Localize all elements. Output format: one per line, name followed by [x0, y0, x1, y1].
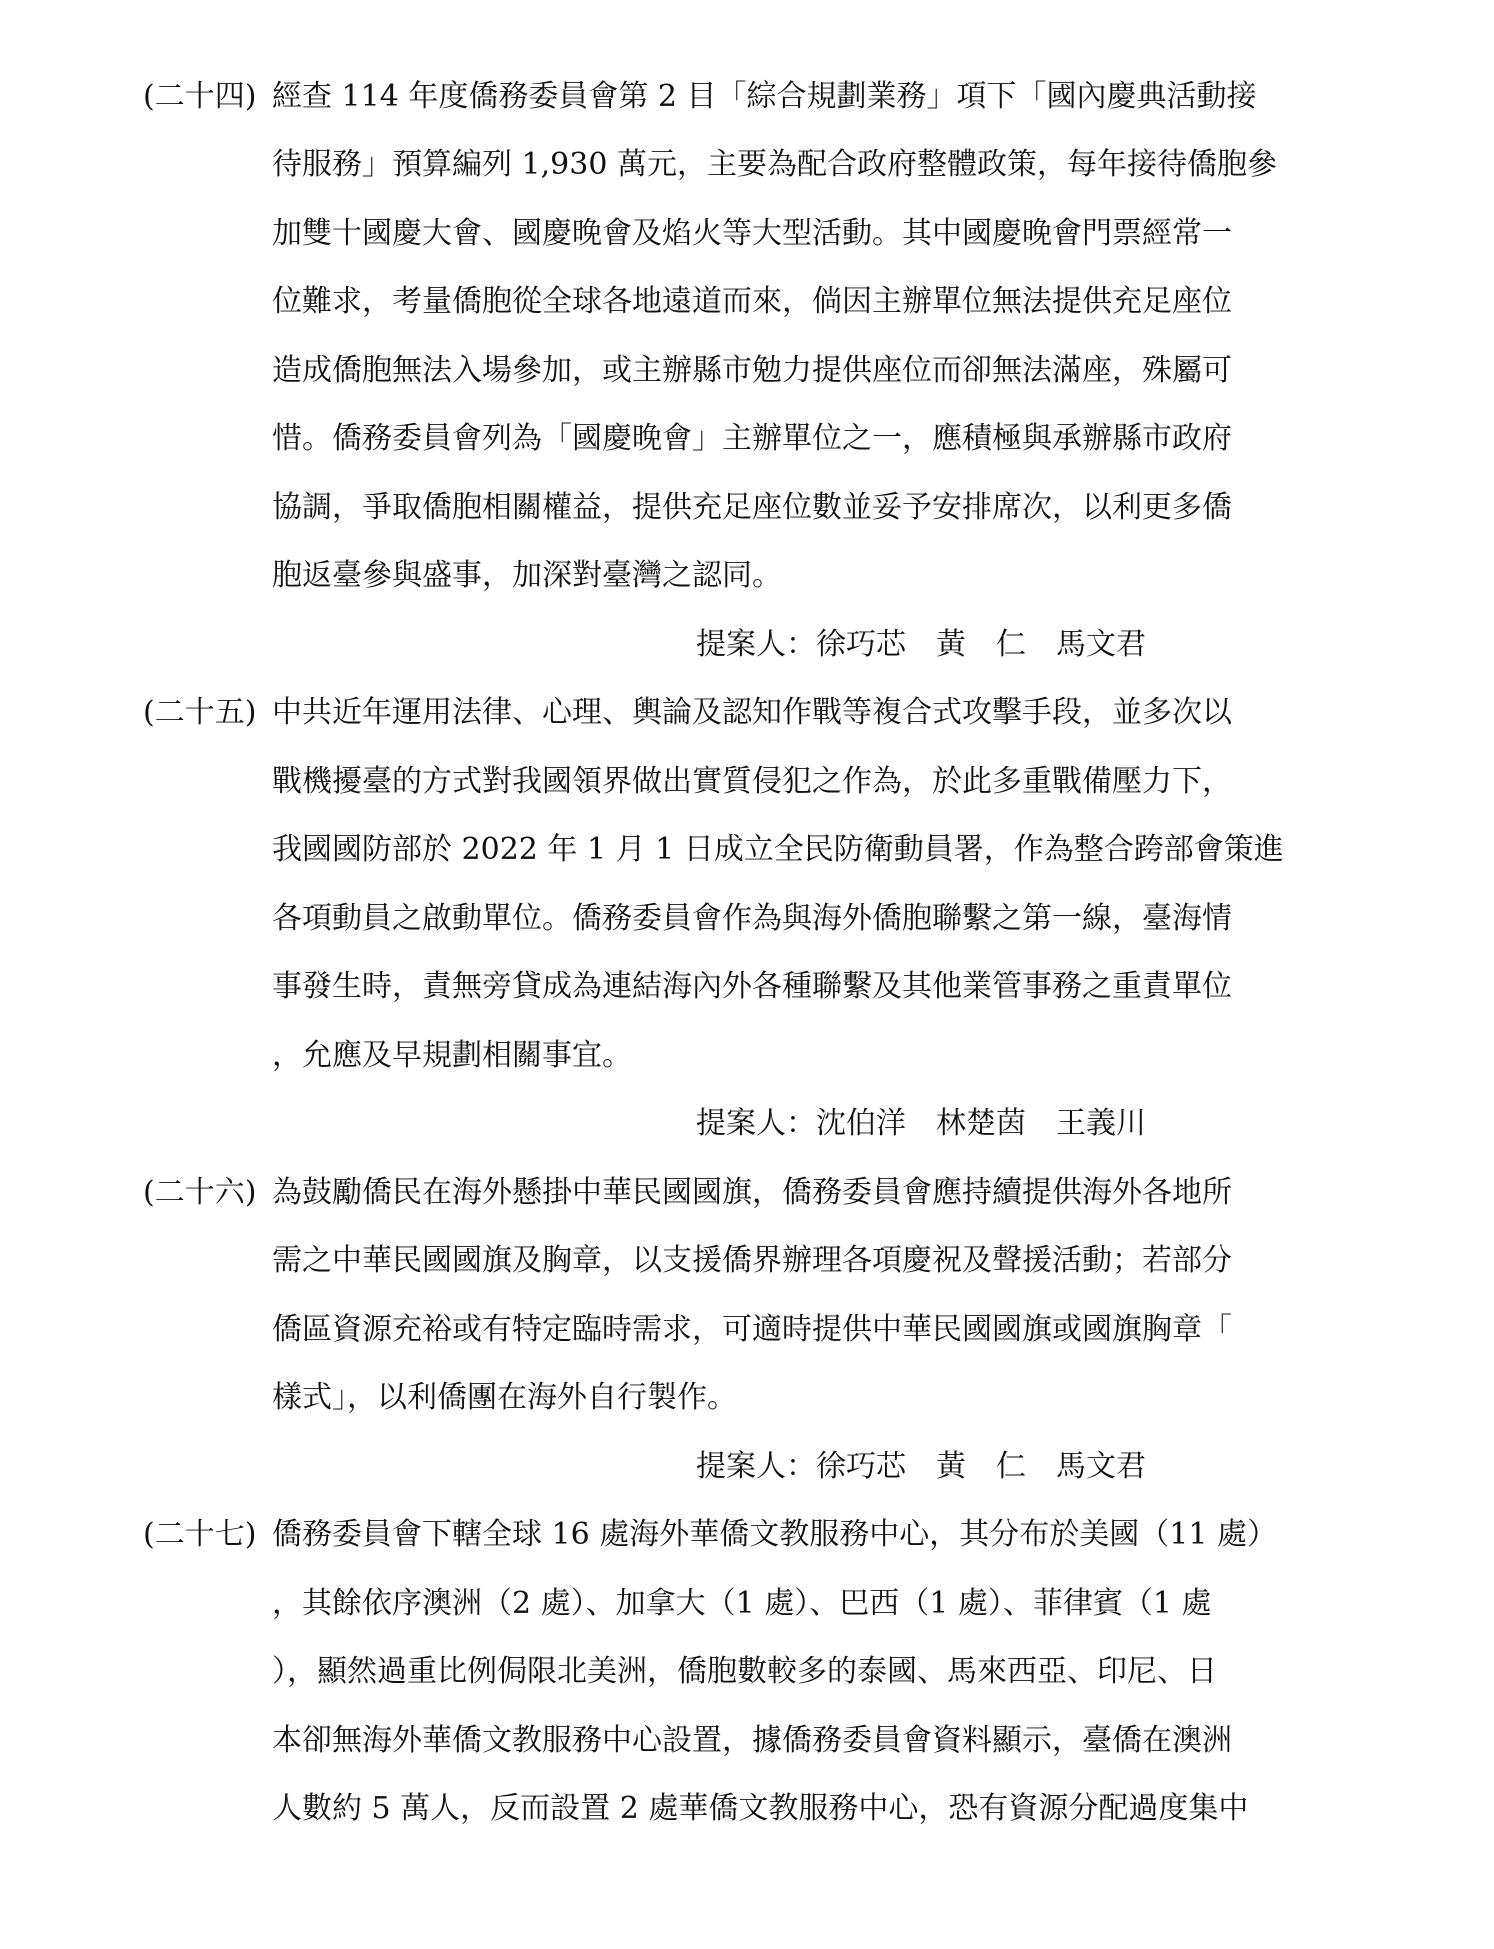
item-text-line: 位難求，考量僑胞從全球各地遠道而來，倘因主辦單位無法提供充足座位 — [272, 284, 1232, 319]
item-number: (二十六) — [143, 1175, 257, 1210]
item-text-line: ，允應及早規劃相關事宜。 — [272, 1038, 632, 1073]
item-text-line: 加雙十國慶大會、國慶晚會及焰火等大型活動。其中國慶晚會門票經常一 — [272, 216, 1232, 251]
item-text-line: 僑務委員會下轄全球 16 處海外華僑文教服務中心，其分布於美國（11 處） — [272, 1517, 1277, 1552]
item-text-line: 協調，爭取僑胞相關權益，提供充足座位數並妥予安排席次，以利更多僑 — [272, 490, 1232, 525]
item-text-line: 胞返臺參與盛事，加深對臺灣之認同。 — [272, 558, 782, 593]
item-text-line: ，其餘依序澳洲（2 處）、加拿大（1 處）、巴西（1 處）、菲律賓（1 處 — [272, 1586, 1212, 1621]
item-text-line: 樣式」，以利僑團在海外自行製作。 — [272, 1380, 737, 1415]
item-number: (二十五) — [143, 695, 257, 730]
item-text-line: 人數約 5 萬人，反而設置 2 處華僑文教服務中心，恐有資源分配過度集中 — [272, 1791, 1249, 1826]
item-text-line: 需之中華民國國旗及胸章，以支援僑界辦理各項慶祝及聲援活動；若部分 — [272, 1243, 1232, 1278]
item-text-line: 中共近年運用法律、心理、輿論及認知作戰等複合式攻擊手段，並多次以 — [272, 695, 1232, 730]
item-number: (二十七) — [143, 1517, 257, 1552]
item-text-line: 惜。僑務委員會列為「國慶晚會」主辦單位之一，應積極與承辦縣市政府 — [272, 421, 1232, 456]
item-text-line: 事發生時，責無旁貸成為連結海內外各種聯繫及其他業管事務之重責單位 — [272, 969, 1232, 1004]
proposer-line: 提案人：徐巧芯 黃 仁 馬文君 — [696, 1449, 1146, 1484]
item-text-line: 造成僑胞無法入場參加，或主辦縣市勉力提供座位而卻無法滿座，殊屬可 — [272, 353, 1232, 388]
proposer-line: 提案人：沈伯洋 林楚茵 王義川 — [696, 1106, 1146, 1141]
item-text-line: 為鼓勵僑民在海外懸掛中華民國國旗，僑務委員會應持續提供海外各地所 — [272, 1175, 1232, 1210]
proposer-line: 提案人：徐巧芯 黃 仁 馬文君 — [696, 627, 1146, 662]
item-number: (二十四) — [143, 79, 257, 114]
item-text-line: 僑區資源充裕或有特定臨時需求，可適時提供中華民國國旗或國旗胸章「 — [272, 1312, 1232, 1347]
item-text-line: 我國國防部於 2022 年 1 月 1 日成立全民防衛動員署，作為整合跨部會策進 — [272, 832, 1284, 867]
item-text-line: 本卻無海外華僑文教服務中心設置，據僑務委員會資料顯示，臺僑在澳洲 — [272, 1723, 1232, 1758]
item-text-line: 各項動員之啟動單位。僑務委員會作為與海外僑胞聯繫之第一線，臺海情 — [272, 901, 1232, 936]
item-text-line: ），顯然過重比例侷限北美洲，僑胞數較多的泰國、馬來西亞、印尼、日 — [272, 1654, 1217, 1689]
item-text-line: 戰機擾臺的方式對我國領界做出實質侵犯之作為，於此多重戰備壓力下， — [272, 764, 1232, 799]
item-text-line: 經查 114 年度僑務委員會第 2 目「綜合規劃業務」項下「國內慶典活動接 — [272, 79, 1257, 114]
item-text-line: 待服務」預算編列 1,930 萬元，主要為配合政府整體政策，每年接待僑胞參 — [272, 147, 1277, 182]
